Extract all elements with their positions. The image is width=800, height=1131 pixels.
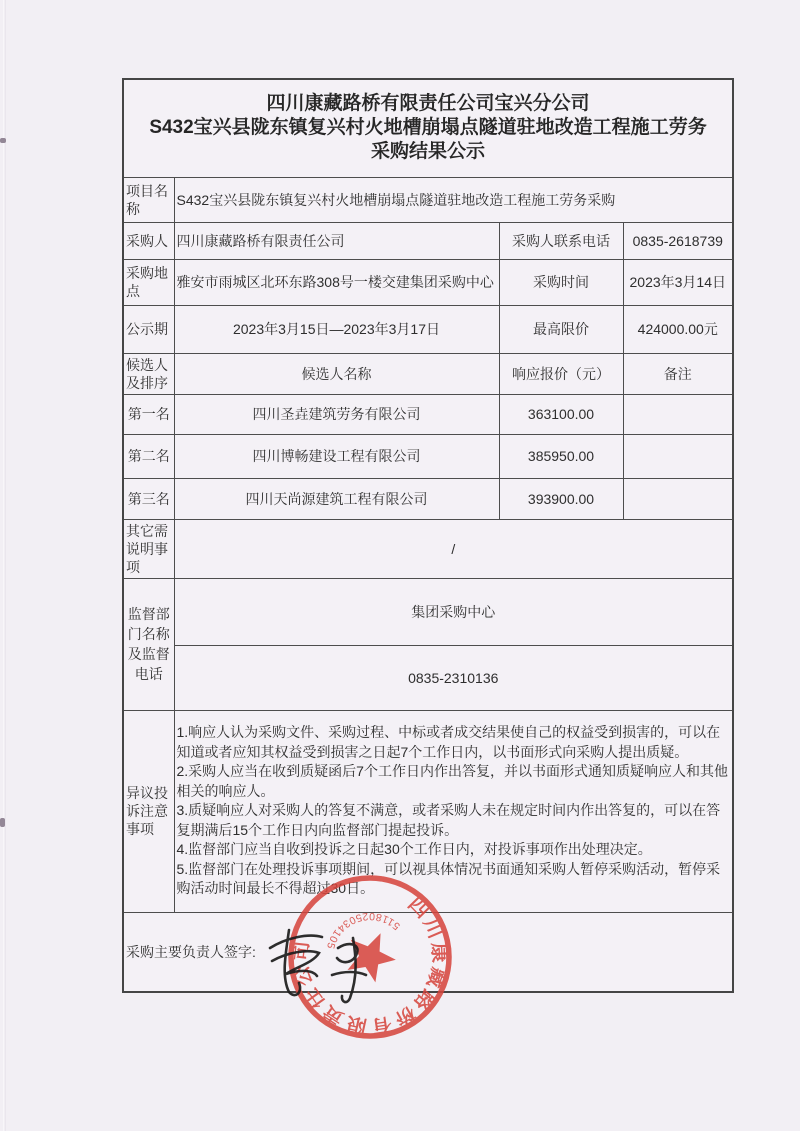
rank-column-header: 候选人及排序 bbox=[123, 353, 174, 394]
candidate-note bbox=[623, 478, 733, 519]
scan-artifact bbox=[0, 138, 6, 143]
other-notes-label: 其它需说明事项 bbox=[123, 519, 174, 578]
supervisor-phone-value: 0835-2310136 bbox=[174, 645, 733, 710]
scan-edge-artifact bbox=[3, 0, 6, 1131]
stamp-company-text: 四川康藏路桥有限责任公司 bbox=[289, 893, 451, 1038]
candidate-row-3 bbox=[123, 478, 733, 519]
buyer-phone-label: 采购人联系电话 bbox=[499, 222, 623, 259]
row-location bbox=[123, 259, 733, 305]
purchase-time-value: 2023年3月14日 bbox=[623, 259, 733, 305]
purchase-time-label: 采购时间 bbox=[499, 259, 623, 305]
notice-item-2: 2.采购人应当在收到质疑函后7个工作日内作出答复，并以书面形式通知质疑响应人和其他相关的响应人。 bbox=[176, 763, 728, 799]
candidate-name: 四川天尚源建筑工程有限公司 bbox=[174, 478, 499, 519]
location-value: 雅安市雨城区北环东路308号一楼交建集团采购中心 bbox=[174, 259, 499, 305]
complaint-notice-label: 异议投诉注意事项 bbox=[123, 710, 174, 912]
stamp-code-text: 5118025034105 bbox=[323, 909, 403, 952]
candidate-row-2 bbox=[123, 434, 733, 478]
name-column-header: 候选人名称 bbox=[174, 353, 499, 394]
page-title-line1: 四川康藏路桥有限责任公司宝兴分公司 bbox=[266, 93, 590, 115]
candidate-rank: 第一名 bbox=[123, 394, 174, 434]
signature-label: 采购主要负责人签字: bbox=[123, 912, 733, 992]
scan-artifact bbox=[0, 818, 5, 827]
price-limit-value: 424000.00元 bbox=[623, 305, 733, 353]
row-other-notes bbox=[123, 519, 733, 578]
project-name-label: 项目名称 bbox=[123, 177, 174, 222]
price-limit-label: 最高限价 bbox=[499, 305, 623, 353]
row-supervisor-dept bbox=[123, 578, 733, 645]
note-column-header: 备注 bbox=[623, 353, 733, 394]
candidates-header-row bbox=[123, 353, 733, 394]
candidate-rank: 第二名 bbox=[123, 434, 174, 478]
price-column-header: 响应报价（元） bbox=[499, 353, 623, 394]
candidate-name: 四川圣垚建筑劳务有限公司 bbox=[174, 394, 499, 434]
candidate-note bbox=[623, 394, 733, 434]
publicity-label: 公示期 bbox=[123, 305, 174, 353]
buyer-label: 采购人 bbox=[123, 222, 174, 259]
notice-item-1: 1.响应人认为采购文件、采购过程、中标或者成交结果使自己的权益受到损害的，可以在知道或者应知其权益受到损害之日起7个工作日内，以书面形式向采购人提出质疑。 bbox=[176, 724, 721, 760]
page-title-line3: 采购结果公示 bbox=[371, 141, 486, 163]
row-buyer bbox=[123, 222, 733, 259]
candidate-note bbox=[623, 434, 733, 478]
candidate-name: 四川博畅建设工程有限公司 bbox=[174, 434, 499, 478]
row-supervisor-phone bbox=[123, 645, 733, 710]
candidate-price: 385950.00 bbox=[499, 434, 623, 478]
title-block bbox=[123, 79, 733, 177]
candidate-price: 363100.00 bbox=[499, 394, 623, 434]
supervisor-dept-value: 集团采购中心 bbox=[174, 578, 733, 645]
procurement-result-table bbox=[122, 78, 734, 993]
supervisor-label: 监督部门名称及监督电话 bbox=[123, 578, 174, 710]
page-title-line2: S432宝兴县陇东镇复兴村火地槽崩塌点隧道驻地改造工程施工劳务 bbox=[149, 117, 707, 139]
candidate-rank: 第三名 bbox=[123, 478, 174, 519]
notice-item-4: 4.监督部门应当自收到投诉之日起30个工作日内，对投诉事项作出处理决定。 bbox=[176, 841, 652, 858]
candidate-row-1 bbox=[123, 394, 733, 434]
publicity-value: 2023年3月15日—2023年3月17日 bbox=[174, 305, 499, 353]
notice-item-5: 5.监督部门在处理投诉事项期间，可以视具体情况书面通知采购人暂停采购活动，暂停采购活动时间最长不得超过30日。 bbox=[176, 860, 721, 897]
row-publicity-period bbox=[123, 305, 733, 353]
candidate-price: 393900.00 bbox=[499, 478, 623, 519]
location-label: 采购地点 bbox=[123, 259, 174, 305]
buyer-value: 四川康藏路桥有限责任公司 bbox=[174, 222, 499, 259]
handwritten-signature bbox=[256, 918, 396, 1013]
row-project-name bbox=[123, 177, 733, 222]
other-notes-value: / bbox=[174, 519, 733, 578]
project-name-value: S432宝兴县陇东镇复兴村火地槽崩塌点隧道驻地改造工程施工劳务采购 bbox=[174, 177, 733, 222]
buyer-phone-value: 0835-2618739 bbox=[623, 222, 733, 259]
notice-item-3: 3.质疑响应人对采购人的答复不满意，或者采购人未在规定时间内作出答复的，可以在答复期满后15个工作日内向监督部门提起投诉。 bbox=[176, 802, 721, 838]
